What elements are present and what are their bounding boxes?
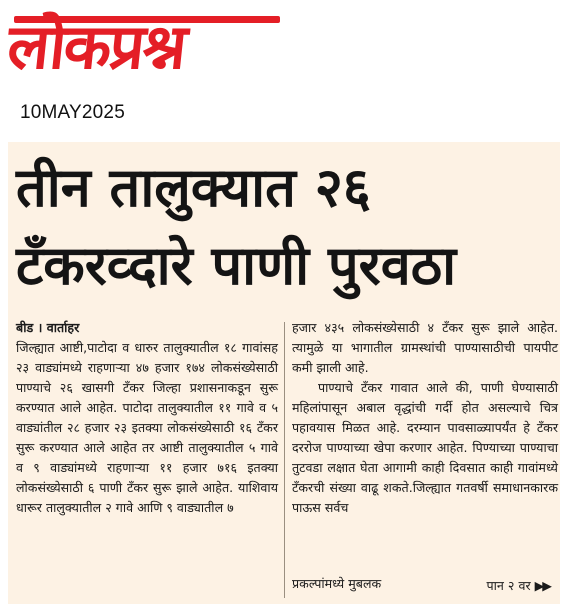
column-divider — [284, 322, 285, 598]
byline: बीड । वार्ताहर — [16, 320, 80, 335]
article-paragraph: पाण्याचे टँकर गावात आले की, पाणी घेण्यासाठी महिलांपासून अबाल वृद्धांची गर्दी होत असल्याचे चित्र पहावयास मिळत आहे. दरम्यान पावसाळ्यापर्यंत हे टँकर दररोज पाण्याच्या खेपा करणार आहेत. पिण्याच्या पाण्याचा तुटवडा लक्षात घेता आगामी काही दिवसात काही गावांमध्ये टँकरची संख्या वाढू शकते.जिल्ह्यात गतवर्षी समाधानकारक पाऊस सर्वच — [292, 380, 558, 515]
headline-line-1: तीन तालुक्यात २६ — [16, 156, 371, 219]
edition-date: 10MAY2025 — [20, 102, 125, 123]
continued-on-page-link[interactable] — [483, 576, 555, 594]
newspaper-logo: लोकप्रश्न — [4, 10, 189, 83]
masthead — [0, 0, 563, 140]
double-arrow-right-icon: ▶▶ — [534, 577, 550, 593]
news-clipping — [8, 142, 560, 604]
headline-line-2: टँकरव्दारे पाणी पुरवठा — [16, 234, 457, 297]
article-column-right — [292, 318, 558, 518]
continuation-row — [292, 574, 558, 598]
article-tail-text: प्रकल्पांमध्ये मुबलक — [292, 576, 382, 591]
continued-label: पान २ वर — [486, 577, 531, 593]
article-paragraph: जिल्ह्यात आष्टी,पाटोदा व धारुर तालुक्यातील १८ गावांसह २३ वाड्यांमध्ये राहणाऱ्या ४७ हजार १७४ लोकसंख्येसाठी पाण्याचे २६ खासगी टँकर जिल्हा प्रशासनाकडून सुरू करण्यात आले आहेत. पाटोदा तालुक्यातील ११ गावे व ५ वाड्यांतील २८ हजार २३ इतक्या लोकसंख्येसाठी १६ टँकर सुरू करण्यात आले आहेत तर आष्टी तालुक्यातील ५ गावे व ९ वाड्यांमध्ये राहणाऱ्या ११ हजार ७१६ इतक्या लोकसंख्येसाठी ६ पाणी टँकर सुरू झाले आहेत. याशिवाय धारूर तालुक्यातील २ गावे आणि ९ वाड्यातील ७ — [16, 340, 278, 515]
article-column-left — [16, 318, 278, 518]
article-paragraph: हजार ४३५ लोकसंख्येसाठी ४ टँकर सुरू झाले आहेत. त्यामुळे या भागातील ग्रामस्थांची पाण्यासाठीची पायपीट कमी झाली आहे. — [292, 320, 558, 375]
